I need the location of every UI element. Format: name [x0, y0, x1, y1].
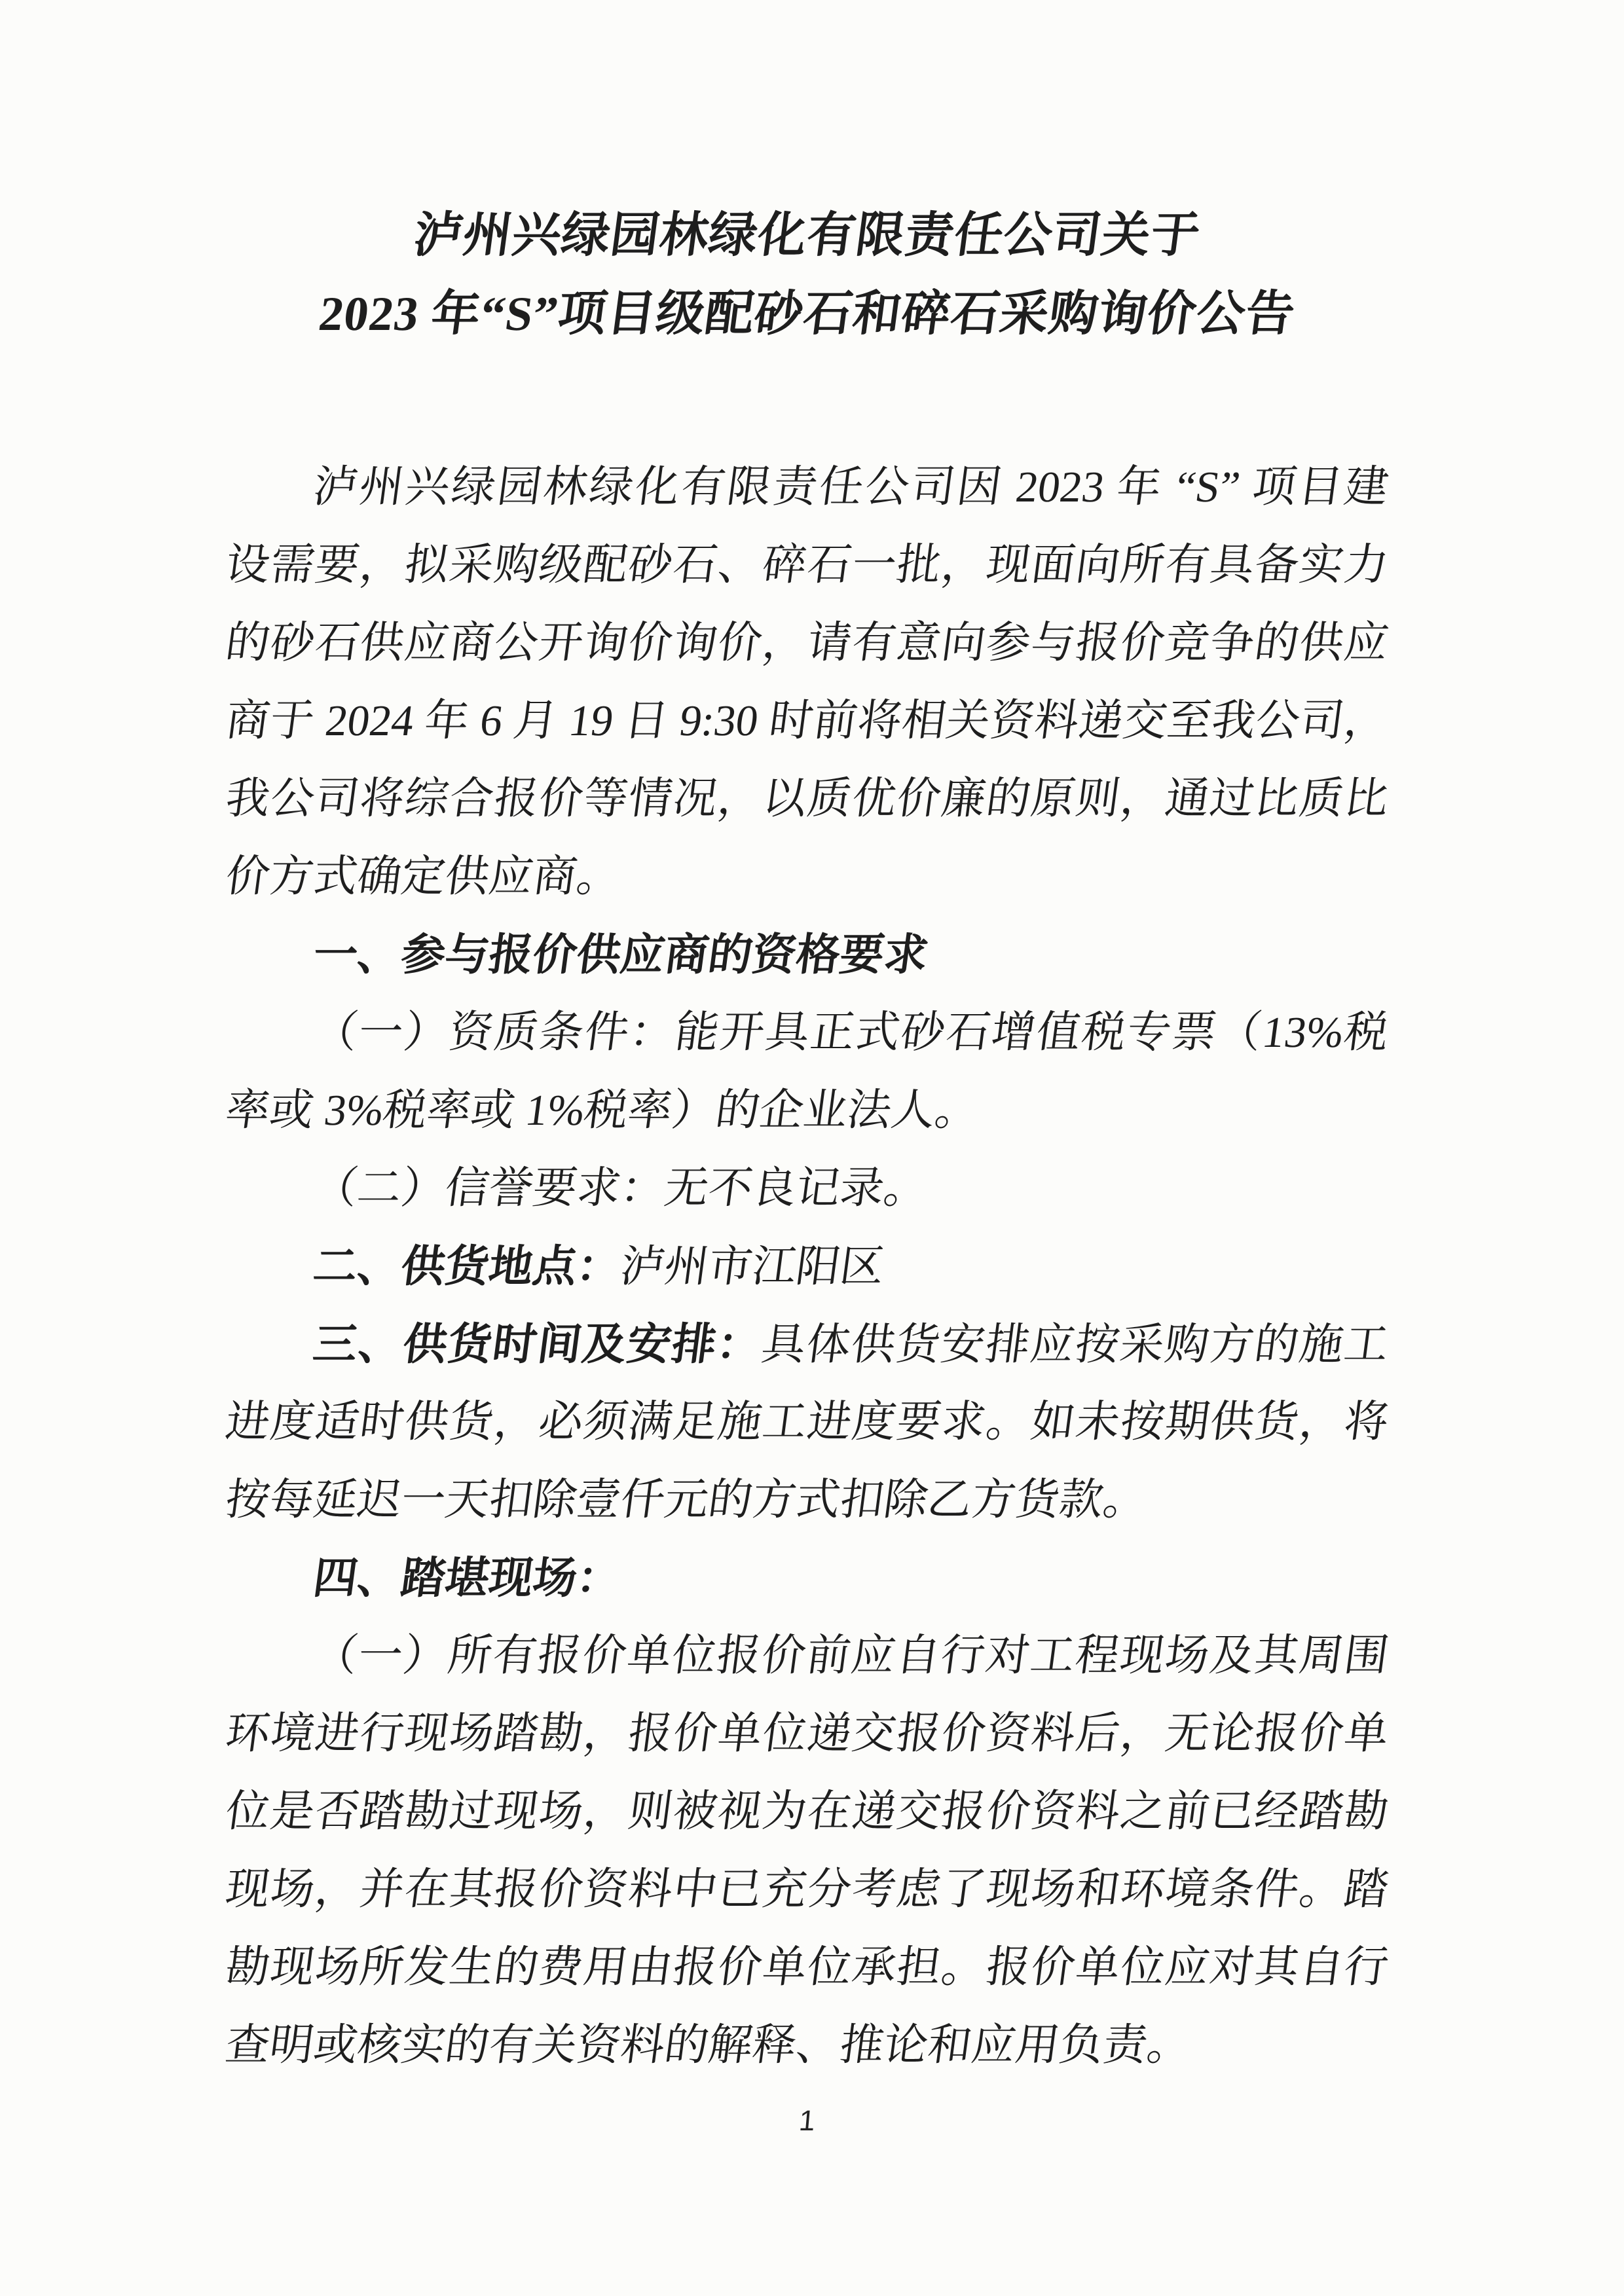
section-3-heading-label: 三、供货时间及安排：: [310, 1320, 766, 1369]
intro-line-5: 我公司将综合报价等情况，以质优价廉的原则，通过比质比: [223, 774, 1392, 823]
intro-line-2: 设需要，拟采购级配砂石、碎石一批，现面向所有具备实力: [223, 541, 1392, 589]
section-2-heading: [221, 1228, 1393, 1305]
section-3-line-2: 按每延迟一天扣除壹仟元的方式扣除乙方货款。: [223, 1476, 1151, 1524]
doc-title-line-2: 2023 年“S”项目级配砂石和碎石采购询价公告: [316, 287, 1299, 341]
intro-line-4: 商于 2024 年 6 月 19 日 9:30 时前将相关资料递交至我公司，: [223, 697, 1392, 745]
section-4-line-6: 查明或核实的有关资料的解释、推论和应用负责。: [223, 2021, 1194, 2069]
section-4-line-2: 环境进行现场踏勘，报价单位递交报价资料后，无论报价单: [223, 1709, 1392, 1758]
section-2-heading-text: 泸州市江阳区: [618, 1243, 887, 1291]
section-4-heading: 四、踏堪现场：: [310, 1554, 624, 1603]
section-3-heading: [221, 1305, 1393, 1383]
intro-line-3: 的砂石供应商公开询价询价，请有意向参与报价竞争的供应: [223, 619, 1392, 667]
section-4-line-4: 现场，并在其报价资料中已充分考虑了现场和环境条件。踏: [223, 1865, 1392, 1914]
doc-title-line-1: 泸州兴绿园林绿化有限责任公司关于: [411, 209, 1204, 263]
document-content: [223, 196, 1392, 2141]
section-4-line-3: 位是否踏勘过现场，则被视为在递交报价资料之前已经踏勘: [223, 1787, 1392, 1836]
section-3-heading-text: 具体供货安排应按采购方的施工: [758, 1321, 1392, 1369]
section-4-line-5: 勘现场所发生的费用由报价单位承担。报价单位应对其自行: [223, 1943, 1392, 1992]
section-1-line-3: （二）信誉要求：无不良记录。: [310, 1164, 931, 1212]
page-number: 1: [798, 2105, 817, 2137]
section-1-line-2: 率或 3%税率或 1%税率）的企业法人。: [223, 1086, 983, 1135]
intro-line-1: 泸州兴绿园林绿化有限责任公司因 2023 年 “S” 项目建: [310, 463, 1392, 511]
section-1-line-1: （一）资质条件：能开具正式砂石增值税专票（13%税: [310, 1008, 1392, 1057]
section-4-line-1: （一）所有报价单位报价前应自行对工程现场及其周围: [310, 1631, 1392, 1680]
document-body: [223, 448, 1392, 2141]
intro-line-6: 价方式确定供应商。: [223, 852, 624, 901]
section-1-heading: 一、参与报价供应商的资格要求: [310, 930, 931, 979]
section-3-line-1: 进度适时供货，必须满足施工进度要求。如未按期供货，将: [223, 1398, 1392, 1446]
section-2-heading-label: 二、供货地点：: [310, 1242, 624, 1291]
